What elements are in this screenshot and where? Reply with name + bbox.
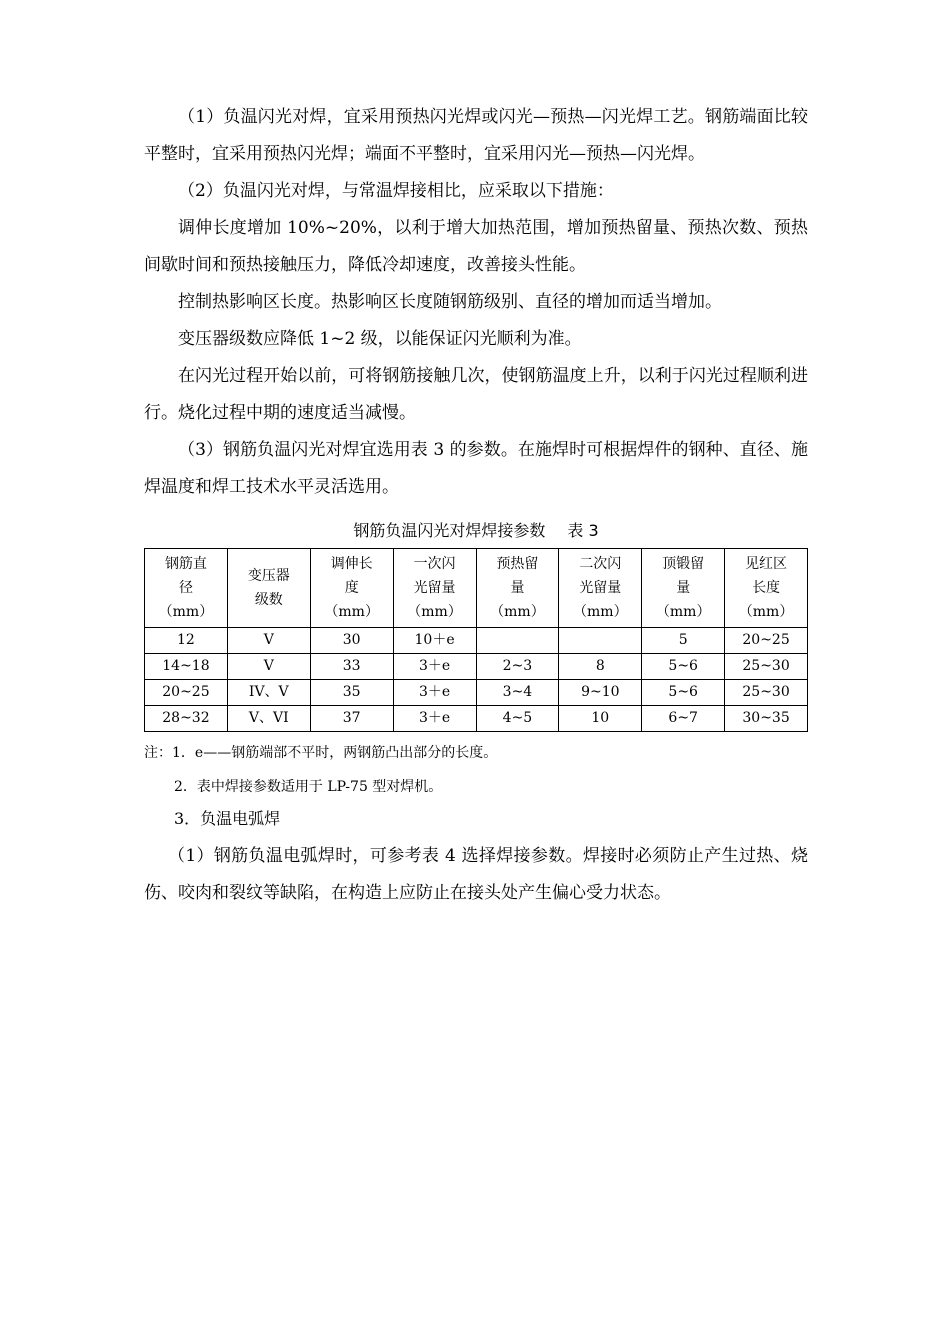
table-row <box>145 706 808 732</box>
table-cell: 3＋e <box>393 680 476 706</box>
table-cell: 20~25 <box>725 628 808 654</box>
table-header-line: 径 <box>178 580 193 596</box>
table-header-cell <box>393 549 476 628</box>
table-cell: V <box>227 628 310 654</box>
table-header-cell <box>725 549 808 628</box>
table-header-cell <box>559 549 642 628</box>
table-cell: 10 <box>559 706 642 732</box>
table-header-cell <box>227 549 310 628</box>
table-cell <box>559 628 642 654</box>
table-note-2: 2．表中焊接参数适用于 LP-75 型对焊机。 <box>174 779 443 795</box>
table-header-line: 预热留 <box>496 556 539 572</box>
table-cell: 3~4 <box>476 680 559 706</box>
table-header-row <box>145 549 808 628</box>
table-body <box>145 628 808 732</box>
table-header-line: 调伸长 <box>330 556 373 572</box>
table-cell: V <box>227 654 310 680</box>
table-cell: 5~6 <box>642 680 725 706</box>
table-cell: 30~35 <box>725 706 808 732</box>
table-cell: 2~3 <box>476 654 559 680</box>
table-cell: IV、V <box>227 680 310 706</box>
table-header-line: 光留量 <box>413 580 456 596</box>
table-row <box>145 654 808 680</box>
table-header-line: （mm） <box>158 604 214 620</box>
table-header-line: 钢筋直 <box>164 556 207 572</box>
table-cell: 5 <box>642 628 725 654</box>
table-cell: 5~6 <box>642 654 725 680</box>
table-header-line: 一次闪 <box>413 556 456 572</box>
table-header-line: 变压器 <box>247 568 290 584</box>
table-header-line: 量 <box>510 580 525 596</box>
table-caption <box>144 518 808 544</box>
table-cell: 35 <box>310 680 393 706</box>
table-header-line: 二次闪 <box>579 556 622 572</box>
table-cell: 3＋e <box>393 706 476 732</box>
table-cell: 10＋e <box>393 628 476 654</box>
table-header-line: 度 <box>344 580 359 596</box>
closing-paragraph: （1）钢筋负温电弧焊时，可参考表 4 选择焊接参数。焊接时必须防止产生过热、烧伤、咬肉和裂纹等缺陷，在构造上应防止在接头处产生偏心受力状态。 <box>144 846 808 903</box>
table-cell: 25~30 <box>725 654 808 680</box>
table-header-cell <box>642 549 725 628</box>
document-body <box>144 99 808 912</box>
table-note-1: 注：1．e——钢筋端部不平时，两钢筋凸出部分的长度。 <box>144 745 498 761</box>
table-cell: 20~25 <box>145 680 228 706</box>
table-header-line: （mm） <box>407 604 462 620</box>
table-cell <box>476 628 559 654</box>
table-cell: 9~10 <box>559 680 642 706</box>
table-cell: 25~30 <box>725 680 808 706</box>
table-header-cell <box>476 549 559 628</box>
table-header-line: （mm） <box>738 604 794 620</box>
welding-parameters-table <box>144 548 808 732</box>
table-header-cell <box>310 549 393 628</box>
table-header-cell <box>145 549 228 628</box>
table-header-line: 级数 <box>254 592 283 608</box>
table-header-line: 光留量 <box>579 580 622 596</box>
table-header-line: 顶锻留 <box>662 556 705 572</box>
paragraph-6: 在闪光过程开始以前，可将钢筋接触几次，使钢筋温度上升，以利于闪光过程顺利进行。烧化过程中期的速度适当减慢。 <box>144 366 808 423</box>
table-cell: V、VI <box>227 706 310 732</box>
paragraph-1: （1）负温闪光对焊，宜采用预热闪光焊或闪光—预热—闪光焊工艺。钢筋端面比较平整时，宜采用预热闪光焊；端面不平整时，宜采用闪光—预热—闪光焊。 <box>144 107 808 164</box>
table-caption-title: 钢筋负温闪光对焊焊接参数 <box>353 521 546 540</box>
paragraph-2: （2）负温闪光对焊，与常温焊接相比，应采取以下措施： <box>178 181 614 201</box>
table-cell: 28~32 <box>145 706 228 732</box>
paragraph-3: 调伸长度增加 10%~20%，以利于增大加热范围，增加预热留量、预热次数、预热间歇时间和预热接触压力，降低冷却速度，改善接头性能。 <box>144 218 808 275</box>
table-cell: 6~7 <box>642 706 725 732</box>
table-cell: 14~18 <box>145 654 228 680</box>
table-cell: 30 <box>310 628 393 654</box>
table-row <box>145 628 808 654</box>
section-heading: 3．负温电弧焊 <box>174 809 281 828</box>
table-header-line: （mm） <box>573 604 628 620</box>
table-header-line: （mm） <box>490 604 545 620</box>
table-caption-number: 表 3 <box>567 521 599 540</box>
table-cell: 8 <box>559 654 642 680</box>
table-header-line: 量 <box>676 580 691 596</box>
table-header-line: 见红区 <box>745 556 788 572</box>
table-cell: 37 <box>310 706 393 732</box>
table-row <box>145 680 808 706</box>
table-cell: 3＋e <box>393 654 476 680</box>
table-header-line: （mm） <box>655 604 711 620</box>
table-cell: 4~5 <box>476 706 559 732</box>
paragraph-4: 控制热影响区长度。热影响区长度随钢筋级别、直径的增加而适当增加。 <box>178 292 722 312</box>
paragraph-5: 变压器级数应降低 1~2 级，以能保证闪光顺利为准。 <box>178 329 582 349</box>
table-header-line: （mm） <box>324 604 379 620</box>
table-cell: 33 <box>310 654 393 680</box>
paragraph-7: （3）钢筋负温闪光对焊宜选用表 3 的参数。在施焊时可根据焊件的钢种、直径、施焊温度和焊工技术水平灵活选用。 <box>144 440 808 497</box>
table-header-line: 长度 <box>752 580 781 596</box>
table-cell: 12 <box>145 628 228 654</box>
